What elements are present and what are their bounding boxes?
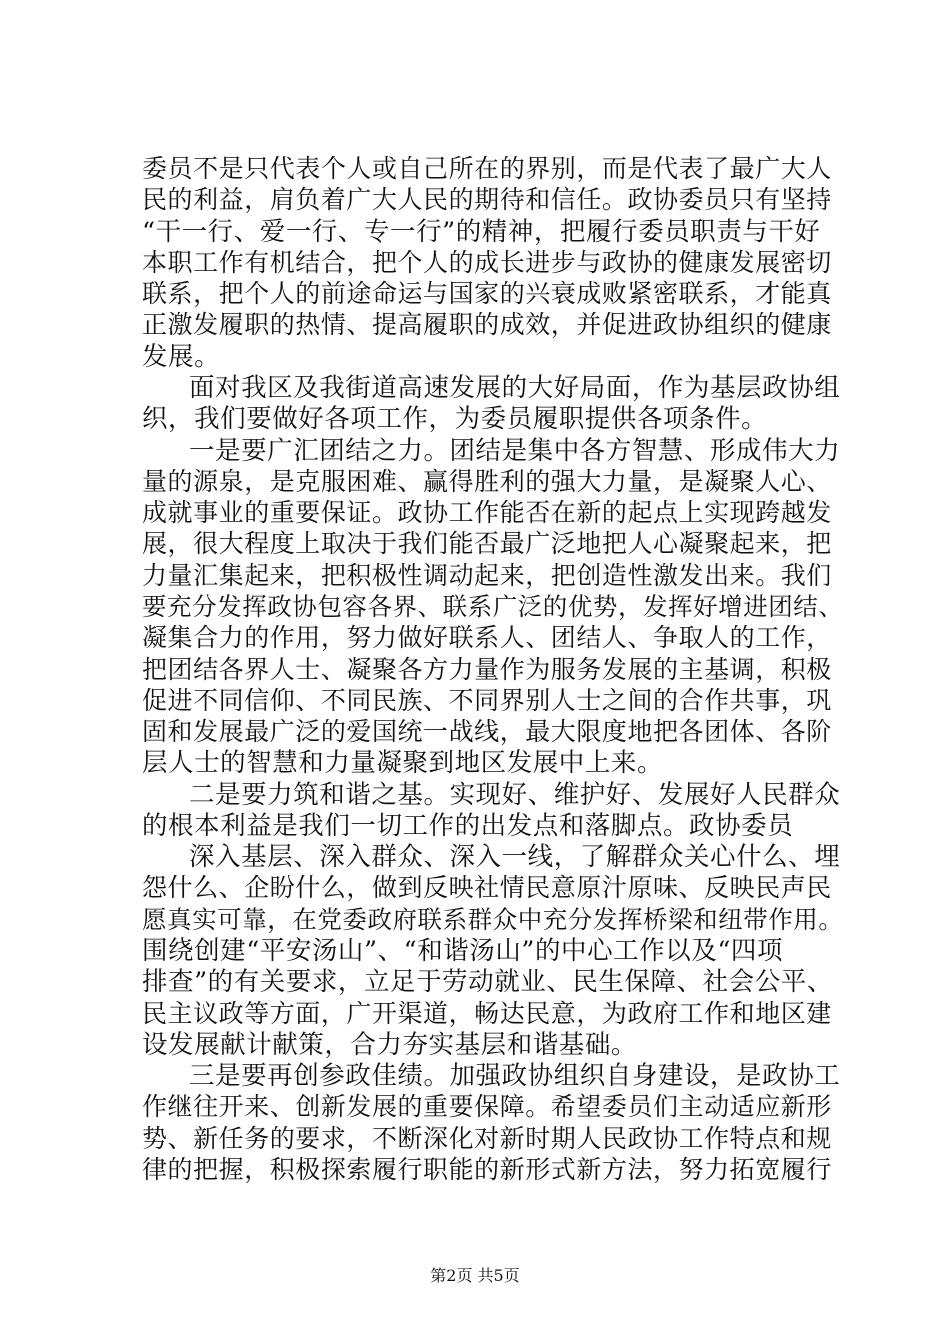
paragraph-first-line: 面对我区及我街道高速发展的大好局面，作为基层政协组 (189, 372, 841, 403)
text-line: 发展。 (142, 341, 221, 372)
text-line: “干一行、爱一行、专一行”的精神，把履行委员职责与干好 (142, 216, 821, 247)
text-line: 固和发展最广泛的爱国统一战线，最大限度地把各团体、各阶 (142, 717, 832, 747)
text-line: 怨什么、企盼什么，做到反映社情民意原汁原味、反映民声民 (142, 873, 832, 903)
text-line: 作继往开来、创新发展的重要保障。希望委员们主动适应新形 (142, 1092, 832, 1122)
text-line: 排查”的有关要求，立足于劳动就业、民生保障、社会公平、 (142, 967, 833, 998)
text-line: 委员不是只代表个人或自己所在的界别，而是代表了最广大人 (142, 154, 832, 183)
text-line: 成就事业的重要保证。政协工作能否在新的起点上实现跨越发 (142, 498, 832, 528)
text-line: 律的把握，积极探索履行职能的新形式新方法，努力拓宽履行 (142, 1155, 832, 1184)
text-line: 促进不同信仰、不同民族、不同界别人士之间的合作共事，巩 (142, 685, 832, 715)
text-line: 正激发履职的热情、提高履职的成效，并促进政协组织的健康 (142, 310, 832, 340)
text-line: 本职工作有机结合，把个人的成长进步与政协的健康发展密切 (142, 247, 832, 277)
text-line: 层人士的智慧和力量凝聚到地区发展中上来。 (142, 748, 664, 779)
text-line: 把团结各界人士、凝聚各方力量作为服务发展的主基调，积极 (142, 654, 832, 684)
text-line: 愿真实可靠，在党委政府联系群众中充分发挥桥梁和纽带作用。 (142, 904, 844, 934)
page-number: 第2页 共5页 (430, 1266, 520, 1285)
text-line: 要充分发挥政协包容各界、联系广泛的优势，发挥好增进团结、 (142, 591, 844, 621)
text-line: 联系，把个人的前途命运与国家的兴衰成败紧密联系，才能真 (142, 279, 832, 309)
text-line: 势、新任务的要求，不断深化对新时期人民政协工作特点和规 (142, 1123, 832, 1153)
text-line: 的根本利益是我们一切工作的出发点和落脚点。政协委员 (142, 810, 794, 841)
paragraph-first-line: 三是要再创参政佳绩。加强政协组织自身建设，是政协工 (189, 1061, 841, 1092)
text-line: 民主议政等方面，广开渠道，畅达民意，为政府工作和地区建 (142, 998, 832, 1028)
text-line: 民的利益，肩负着广大人民的期待和信任。政协委员只有坚持 (142, 185, 832, 215)
text-line: 织，我们要做好各项工作，为委员履职提供各项条件。 (142, 404, 768, 435)
paragraph-first-line: 一是要广汇团结之力。团结是集中各方智慧、形成伟大力 (189, 435, 841, 466)
text-line: 力量汇集起来，把积极性调动起来，把创造性激发出来。我们 (142, 560, 832, 590)
paragraph-first-line: 二是要力筑和谐之基。实现好、维护好、发展好人民群众 (189, 779, 841, 810)
paragraph-first-line: 深入基层、深入群众、深入一线，了解群众关心什么、埋 (189, 842, 841, 873)
text-line: 展，很大程度上取决于我们能否最广泛地把人心凝聚起来，把 (142, 529, 832, 559)
text-line: 设发展献计献策，合力夯实基层和谐基础。 (142, 1029, 637, 1060)
text-line: 围绕创建“平安汤山”、“和谐汤山”的中心工作以及“四项 (142, 936, 784, 967)
text-line: 凝集合力的作用，努力做好联系人、团结人、争取人的工作， (142, 623, 832, 653)
text-line: 量的源泉，是克服困难、赢得胜利的强大力量，是凝聚人心、 (142, 466, 832, 496)
